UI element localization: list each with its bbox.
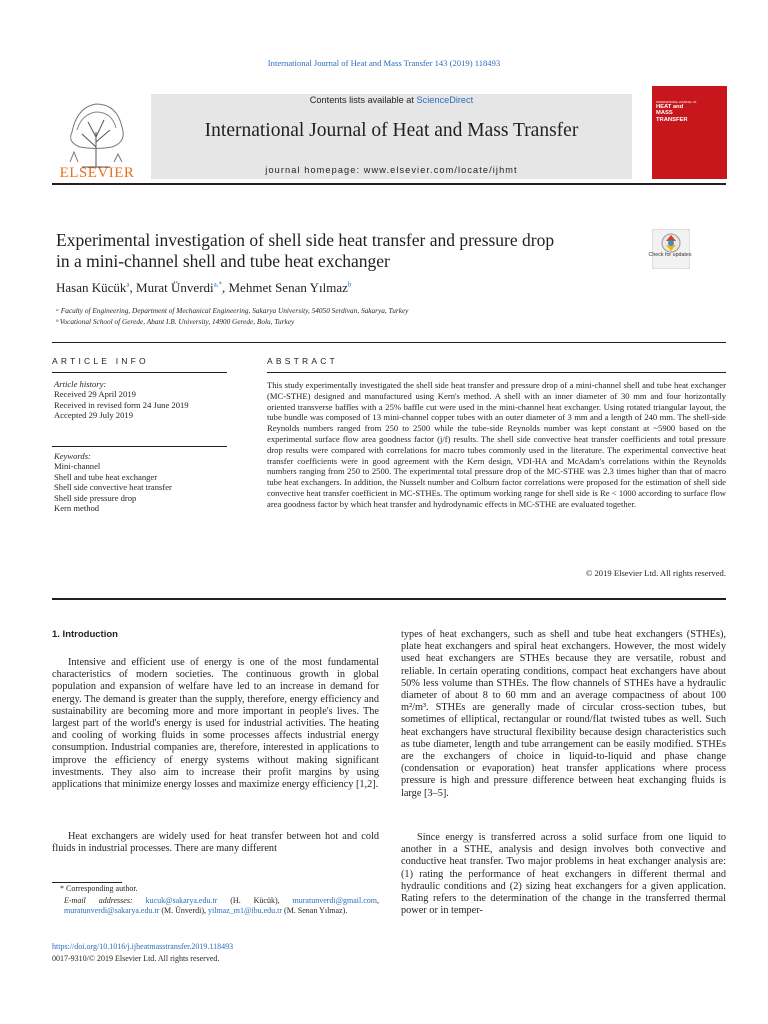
cover-line: HEAT and [656,104,684,110]
crossmark-label[interactable]: Check for updates [648,252,692,258]
history-item: Accepted 29 July 2019 [54,410,133,421]
author-name[interactable]: Murat Ünverdi [136,280,214,295]
contents-line [151,95,632,105]
header-rule [52,183,726,185]
section-heading: 1. Introduction [52,629,118,640]
body-paragraph: Heat exchangers are widely used for heat transfer between hot and cold fluids in industrial processes. There are many different [52,831,379,855]
history-item: Received in revised form 24 June 2019 [54,399,189,410]
author-name[interactable]: Hasan Kücük [56,280,127,295]
email-owner: (H. Kücük), [217,896,293,905]
journal-citation[interactable]: International Journal of Heat and Mass Transfer 143 (2019) 118493 [267,58,501,68]
title-line: in a mini-channel shell and tube heat exchanger [56,251,390,271]
sciencedirect-link[interactable]: ScienceDirect [416,95,474,105]
email-addresses [52,896,379,917]
cover-line: MASS [656,110,673,117]
keyword: Shell side pressure drop [54,492,137,503]
history-item: Received 29 April 2019 [54,389,136,400]
corresponding-author: * Corresponding author. [60,884,138,893]
keywords-rule [52,446,227,447]
email-link[interactable]: muratunverdi@gmail.com [292,896,378,905]
email-link[interactable]: muratunverdi@sakarya.edu.tr [64,906,160,916]
keyword: Mini-channel [54,461,101,472]
email-link[interactable]: kucuk@sakarya.edu.tr [145,896,218,905]
cover-subtitle: INTERNATIONAL JOURNAL OF [656,100,697,104]
crossmark-icon[interactable] [652,229,690,269]
email-owner: , [377,896,380,905]
keyword: Shell and tube heat exchanger [54,471,158,482]
email-link[interactable]: yilmaz_m1@ibu.edu.tr [208,906,283,916]
journal-homepage[interactable]: journal homepage: www.elsevier.com/locate/ijhmt [265,165,518,175]
article-title [56,230,656,272]
body-paragraph: Intensive and efficient use of energy is one of the most fundamental characteristics of modern societies. The continuous growth in global population and expansion of welfare have led to an increase in demand for energy. The demand is greater than the supply, therefore, energy efficiency and sustainability are becoming more and more important in people's lives. The largest part of the world's energy is used for industrial activities. The heating and cooling of working fluids in some processes affects industrial energy consumption. Industrial companies are, therefore, interested in applications to improve the efficiency of energy systems without making significant investments. They also aim to increase their profit margins by using applications that minimize energy losses and maximize energy efficiency [1,2]. [52,657,379,791]
keyword: Shell side convective heat transfer [54,482,172,493]
keyword: Kern method [54,503,100,514]
doi-link[interactable]: https://doi.org/10.1016/j.ijheatmasstransfer.2019.118493 [52,942,234,951]
affiliation: ᵇ Vocational School of Gerede, Abant I.B. University, 14900 Gerede, Bolu, Turkey [56,317,295,326]
title-line: Experimental investigation of shell side heat transfer and pressure drop [56,230,555,250]
email-owner: (M. Ünverdi), [159,906,208,916]
body-paragraph: Since energy is transferred across a solid surface from one liquid to another in a STHE, analysis and design involves both convective and conductive heat transfer. Two major problems in heat exchanger analysis are: (1) rating the performance of heat exchangers in different thermal and hydraulic conditions and (2) sizing heat exchangers for a given application. Rating refers to the determination of the change in the transferred thermal power or in temper- [401,832,726,917]
keywords-label: Keywords: [54,451,91,461]
journal-title: International Journal of Heat and Mass Transfer [204,120,579,141]
keywords [54,451,244,513]
author-list [56,280,351,296]
email-label: E-mail addresses: [64,896,146,905]
cover-line: TRANSFER [656,116,688,123]
author-affiliation-mark[interactable]: a [126,280,130,289]
author-affiliation-mark[interactable]: b [347,280,352,289]
abstract-rule [267,372,726,373]
body-paragraph: types of heat exchangers, such as shell and tube heat exchangers (STHEs), plate heat exchangers and spiral heat exchangers. However, the most widely used heat exchangers are STHEs because they are versatile, robust and reliable. In certain operating conditions, compact heat exchangers have about 50% less volume than STHEs. The flow channels of STHEs have a hydraulic diameter of about 8 to 60 mm and an average compactness of about 100 m²/m³. STHEs are generally made of circular cross-section tubes, but sometimes of elliptical, rectangular or round/flat twisted tubes as well. Such heat exchangers have structural flexibility because design characteristics such as tube diameter, length and tube arrangement can be easily modified. STHEs are the exchangers of choice in liquid-to-liquid and phase change (condensation or evaporation) heat transfer applications where process pressure is high and pressure difference between heat exchanging fluids is large [3–5]. [401,629,726,799]
elsevier-wordmark[interactable]: ELSEVIER [59,165,135,181]
abstract-copyright: © 2019 Elsevier Ltd. All rights reserved. [585,568,726,578]
body-rule [52,598,726,600]
author-separator: , [129,280,137,295]
article-info-heading: ARTICLE INFO [52,356,149,366]
author-separator: , [222,280,229,295]
author-affiliation-mark[interactable]: a,* [213,280,222,289]
abstract-text: This study experimentally investigated the shell side heat transfer and pressure drop of a mini-channel shell and tube heat exchanger (MC-STHE) designed and manufactured using Kern's method. A shell with an inner diameter of 30 mm and four horizontally oriented transverse baffles with a 25% baffle cut were used in the mini-channel heat exchanger. Using rotated triangular layout, the tube bundle was composed of 13 mini-channel copper tubes with an outer diameter of 3 mm and a length of 240 mm. The shell-side Reynolds numbers ranged from 250 to 2500 while the tube-side Reynolds number was kept constant at ~5900 based on the experimental surface flow area goodness factor (j/f) results. The shell side convective heat transfer coefficients and total pressure drop results were compared with correlations for macro tubes commonly used in the literature. The experimental convective heat transfer coefficients were in good agreement with the Kern design, VDI-HA and McAdam's correlations within the Reynolds numbers ranging from 250 to 2500. The experimental total pressure drop of the MC-STHE was 2.3 times higher than that of macro tube heat exchangers. In addition, the Nusselt number and Colburn factor correlations were proposed for the estimation of shell side convective heat transfer coefficient in MC-STHEs. The optimum working range for shell side is Re < 1000 according to surface flow area goodness factor by which heat transfer and hydrodynamic effects in MC-STHE are evaluated together. [267,380,726,509]
email-owner: (M. Senan Yılmaz). [282,906,348,916]
affiliation: ᵃ Faculty of Engineering, Department of Mechanical Engineering, Sakarya University, 54050 Serdivan, Sakarya, Turkey [56,306,409,315]
article-info-rule [52,372,227,373]
abstract-heading: ABSTRACT [267,356,338,366]
contents-prefix: Contents lists available at [309,95,417,105]
issn-line: 0017-9310/© 2019 Elsevier Ltd. All rights reserved. [52,954,220,963]
article-history [54,379,244,421]
history-label: Article history: [54,379,107,389]
section-rule [52,342,726,343]
cover-title [656,104,722,123]
author-name[interactable]: Mehmet Senan Yılmaz [228,280,348,295]
footnote-rule [52,882,122,883]
